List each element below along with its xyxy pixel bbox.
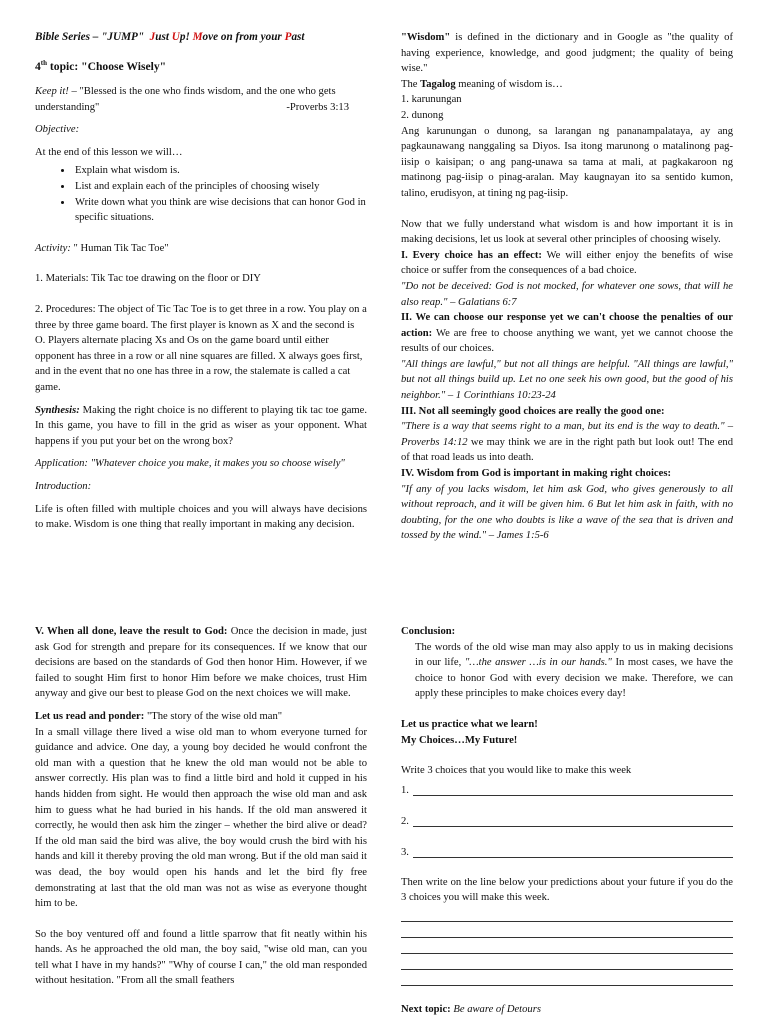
synthesis-paragraph: Synthesis: Making the right choice is no different to playing tik tac toe game. In this game, you have to fill in the grid as wiser as your opponent. What happens if you put your bet on the wrong box? bbox=[35, 404, 367, 447]
practice-heading: Let us practice what we learn! bbox=[401, 718, 538, 730]
ponder-heading: Let us read and ponder: "The story of the wise old man" bbox=[35, 710, 283, 722]
principles-column bbox=[401, 30, 733, 544]
keep-it-verse: Keep it! – "Blessed is the one who finds wisdom, and the one who gets bbox=[35, 86, 336, 98]
list-item: • Explain what wisdom is. bbox=[73, 163, 367, 179]
list-item: • List and explain each of the principles of choosing wisely bbox=[73, 179, 367, 195]
wisdom-definition: "Wisdom" is defined in the dictionary and in Google as "the quality of having experience, knowledge, and good judgment; the quality of being wise." bbox=[401, 32, 733, 75]
prediction-lines[interactable] bbox=[401, 906, 733, 986]
story-column bbox=[35, 624, 367, 989]
principle-2: II. We can choose our response yet we can't choose the penalties of our action: We are free to choose anything we want, yet we cannot choose the results of our choices. bbox=[401, 312, 733, 355]
list-item: • Write down what you think are wise decisions that can honor God in specific situations. bbox=[73, 195, 367, 226]
application-line: Application: "Whatever choice you make, it makes you so choose wisely" bbox=[35, 458, 345, 470]
list-item: 2. dunong bbox=[401, 109, 444, 121]
conclusion-paragraph: The words of the old wise man may also apply to us in making decisions in our life, "…the answer …is in our hands." In most cases, we have the choice to honor God with every decision we make. Therefore, we can apply these principles to make choices every day! bbox=[415, 641, 733, 700]
procedures-paragraph: 2. Procedures: The object of Tic Tac Toe is to get three in a row. You play on a three by three game board. The first player is known as X and the second is O. Players alternate placing Xs and Os on the game board until either opponent has three in a row or all nine squares are filled. X always goes first, and in the event that no one has three in a row, the stalemate is called a cat game. bbox=[35, 303, 367, 393]
practice-subheading: My Choices…My Future! bbox=[401, 734, 518, 746]
principle-2-verse: "All things are lawful," but not all things are helpful. "All things are lawful," but not all things build up. Let no one seek his own good, but the good of his neighbor." – 1 Corinthians 10:23-24 bbox=[401, 358, 733, 402]
principle-4: IV. Wisdom from God is important in making right choices: bbox=[401, 468, 671, 480]
principle-1: I. Every choice has an effect: We will either enjoy the benefits of wise choice or suffer from the consequences of a bad choice. bbox=[401, 249, 733, 277]
principle-4-verse: "If any of you lacks wisdom, let him ask God, who gives generously to all without reproach, and it will be given him. 6 But let him ask in faith, with no doubting, for the one who doubts is like a wave of the sea that is driven and tossed by the wind." – James 1:5-6 bbox=[401, 483, 733, 542]
principle-1-verse: "Do not be deceived: God is not mocked, for whatever one sows, that will he also reap." – Galatians 6:7 bbox=[401, 280, 733, 308]
tagalog-heading: The Tagalog meaning of wisdom is… bbox=[401, 78, 563, 90]
principle-3-verse: "There is a way that seems right to a man, but its end is the way to death." – Proverbs 14:12 we may think we are in the right path but look out! The end of that road leads us into death. bbox=[401, 421, 733, 464]
keep-it-verse-line2: understanding" -Proverbs 3:13 bbox=[35, 101, 349, 113]
series-header: Bible Series – "JUMP" Just Up! Move on from your Past bbox=[35, 31, 305, 43]
activity-line: Activity: " Human Tik Tac Toe" bbox=[35, 242, 169, 254]
choice-line-2[interactable]: 2. bbox=[401, 799, 733, 830]
topic-title: 4th topic: "Choose Wisely" bbox=[35, 58, 167, 73]
objective-label: Objective: bbox=[35, 124, 80, 136]
principle-5: V. When all done, leave the result to God: Once the decision in made, just ask God for strength and prepare for its consequences. If we know that our decisions are based on the standards of God then honor Him. However, if we failed to sought Him first to honor Him before we make choices, trust Him anyway and give our best to please God on the next choices we will make. bbox=[35, 626, 368, 700]
principle-3: III. Not all seemingly good choices are really the good one: bbox=[401, 405, 665, 417]
tagalog-paragraph: Ang karunungan o dunong, sa larangan ng pananampalataya, ay ang pagkaunawang nanggaling sa Diyos. Isa itong marunong o matalinong pag-iisip o kaisipan; o ang pang-unawa sa tama at mali, at pagkakaroon ng matinong pag-iisip o pinag-aralan. May kaugnayan ito sa sentido kumon, talino, erudisyon, at tining ng pag-iisip. bbox=[401, 125, 733, 199]
write-prompt: Write 3 choices that you would like to make this week bbox=[401, 765, 632, 777]
list-item: 1. karunungan bbox=[401, 94, 462, 106]
principles-intro: Now that we fully understand what wisdom is and how important it is in making decisions, let us look at several other principles of choosing wisely. bbox=[401, 218, 733, 246]
story-paragraph-1: In a small village there lived a wise old man to whom everyone turned for guidance and advice. One day, a young boy decided he would confront the old man with a question that he knew the old man would not be able to answer correctly. His plan was to find a little bird and hold it cupped in his hands hidden from sight. He would then approach the wise old man and ask him to guess what he had buried in his hands. If the old man answered it correctly, he would then ask him the zinger – whether the bird alive or dead? If the old man said the bird was alive, the boy would crush the bird with his hands and kill it thereby proving the old man wrong. But if the old man said it was dead, the boy would open his hands and let the bird fly free demonstrating at last that the old man was not as wise as everyone thought him to be. bbox=[35, 726, 367, 910]
story-paragraph-2: So the boy ventured off and found a little sparrow that fit neatly within his hands. As he approached the old man, the boy said, "wise old man, can you tell what I have in my hands?" "Why of course I can," the old man responded without hesitation. "From all the small feathers bbox=[35, 928, 367, 987]
introduction-label: Introduction: bbox=[35, 480, 92, 492]
choice-line-1[interactable]: 1. bbox=[401, 779, 733, 799]
introduction-paragraph: Life is often filled with multiple choices and you will always have decisions to make. Wisdom is one thing that really important in making any decision. bbox=[35, 503, 367, 531]
choice-line-3[interactable]: 3. bbox=[401, 830, 733, 861]
materials-line: 1. Materials: Tik Tac toe drawing on the floor or DIY bbox=[35, 273, 261, 285]
objective-list bbox=[35, 163, 367, 225]
prediction-prompt: Then write on the line below your predictions about your future if you do the 3 choices you will make this week. bbox=[401, 876, 733, 904]
objective-intro: At the end of this lesson we will… bbox=[35, 146, 183, 158]
conclusion-column bbox=[401, 624, 733, 1018]
next-topic: Next topic: Be aware of Detours bbox=[401, 1003, 541, 1015]
conclusion-label: Conclusion: bbox=[401, 626, 456, 637]
lesson-intro-column bbox=[35, 30, 367, 533]
